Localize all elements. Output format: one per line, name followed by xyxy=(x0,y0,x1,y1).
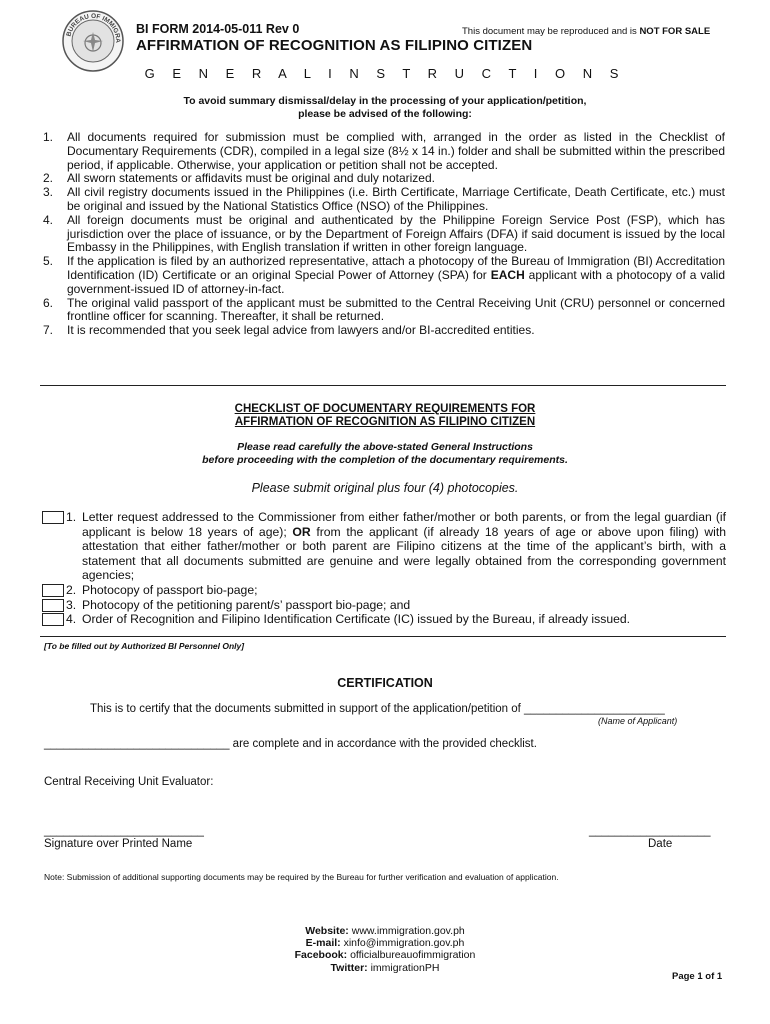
date-label: Date xyxy=(648,838,673,850)
signature-field[interactable]: _________________________ xyxy=(44,825,204,837)
contact-info xyxy=(0,925,770,974)
checklist-item: 3. Photocopy of the petitioning parent/s’ passport bio-page; and xyxy=(42,598,726,613)
email-link[interactable]: xinfo@immigration.gov.ph xyxy=(343,937,465,950)
instruction-item: 2. All sworn statements or affidavits must be original and duly notarized. xyxy=(43,171,435,186)
svg-text:BUREAU OF IMMIGRATION: BUREAU OF IMMIGRA xyxy=(65,12,122,43)
date-field[interactable]: ___________________ xyxy=(589,825,711,837)
requirement-checkbox[interactable] xyxy=(42,511,64,524)
requirement-checkbox[interactable] xyxy=(42,613,64,626)
form-id: BI FORM 2014-05-011 Rev 0 xyxy=(136,22,300,36)
name-of-applicant-label: (Name of Applicant) xyxy=(598,716,678,726)
instruction-item: 4. All foreign documents must be original and authenticated by the Philippine Foreign Service Post (FSP), which has jurisdiction over the place of issuance, or by the Department of Foreign Affairs (DFA) if said document is issued by the local Embassy in the Philippines, with English translation if written in other foreign language. xyxy=(43,212,725,255)
checklist-title: CHECKLIST OF DOCUMENTARY REQUIREMENTS FOR AFFIRMATION OF RECOGNITION AS FILIPINO CITIZEN xyxy=(234,403,536,428)
authorized-personnel-note: [To be filled out by Authorized BI Personnel Only] xyxy=(44,641,245,651)
facebook-link[interactable]: officialbureauofimmigration xyxy=(350,949,476,962)
website-link[interactable]: www.immigration.gov.ph xyxy=(351,925,465,937)
section-divider xyxy=(40,636,726,637)
page-number: Page 1 of 1 xyxy=(672,971,723,982)
instructions-list xyxy=(40,131,725,338)
email-line: E-mail: xinfo@immigration.gov.ph xyxy=(305,937,465,950)
photocopies-note: Please submit original plus four (4) photocopies. xyxy=(251,481,519,495)
instruction-item: 7. It is recommended that you seek legal advice from lawyers and/or BI-accredited entities. xyxy=(43,323,535,338)
twitter-link[interactable]: immigrationPH xyxy=(370,961,440,974)
requirement-checkbox[interactable] xyxy=(42,599,64,612)
certification-title: CERTIFICATION xyxy=(337,676,433,690)
additional-documents-note: Note: Submission of additional supporting documents may be required by the Bureau for further verification and evaluation of application. xyxy=(44,872,559,882)
facebook-line: Facebook: officialbureauofimmigration xyxy=(294,949,476,962)
section-divider xyxy=(40,385,726,386)
general-instructions-heading: G E N E R A L I N S T R U C T I O N S xyxy=(144,66,626,81)
instruction-item: 5. If the application is filed by an authorized representative, attach a photocopy of the Bureau of Immigration (BI) Accreditation Identification (ID) Certificate or an original Special Power of Attorney (SPA) for EACH applicant with a photocopy of a valid government-issued ID of attorney-in-fact. xyxy=(43,254,726,296)
instruction-item: 3. All civil registry documents issued in the Philippines (i.e. Birth Certificate, Marriage Certificate, Death Certificate, etc.) must be original and issued by the National Statistics Office (NSO) of the Philippines. xyxy=(43,185,725,213)
checklist-note: Please read carefully the above-stated General Instructions before proceeding with the completion of the documentary requirements. xyxy=(202,441,568,466)
checklist-item: 4. Order of Recognition and Filipino Identification Certificate (IC) issued by the Bureau, if already issued. xyxy=(42,612,726,627)
not-for-sale-notice: This document may be reproduced and is NOT FOR SALE xyxy=(462,26,711,37)
instruction-item: 6. The original valid passport of the applicant must be submitted to the Central Receiving Unit (CRU) personnel or concerned frontline officer for scanning. Thereafter, it shall be returned. xyxy=(43,295,725,324)
website-line: Website: www.immigration.gov.ph xyxy=(305,925,465,937)
checklist-item: 2. Photocopy of passport bio-page; xyxy=(42,583,726,598)
instructions-intro: To avoid summary dismissal/delay in the processing of your application/petition, please be advised of the following: xyxy=(183,95,587,120)
requirements-checklist xyxy=(42,510,726,627)
evaluator-label: Central Receiving Unit Evaluator: xyxy=(44,776,214,788)
signature-label: Signature over Printed Name xyxy=(44,838,193,850)
bureau-seal-logo xyxy=(62,10,124,72)
form-title: AFFIRMATION OF RECOGNITION AS FILIPINO CITIZEN xyxy=(136,37,533,54)
instruction-item: 1. All documents required for submission must be complied with, arranged in the order as listed in the Checklist of Documentary Requirements (CDR), compiled in a legal size (8½ x 14 in.) folder and shall be submitted within the prescribed period, if applicable. Otherwise, your application or petition shall not be accepted. xyxy=(43,130,725,172)
twitter-line: Twitter: immigrationPH xyxy=(330,961,440,974)
applicant-name-field[interactable]: This is to certify that the documents submitted in support of the application/petition of ______________________ xyxy=(90,703,665,715)
requirement-checkbox[interactable] xyxy=(42,584,64,597)
checklist-item: 1. Letter request addressed to the Commissioner from either father/mother or both parents, or from the legal guardian (if applicant is below 18 years of age); OR from the applicant (if already 18 years of age or above upon filing) with attestation that either father/mother or both parent are Filipino citizens at the time of the applicant’s birth, with a statement that all documents submitted are genuine and were legally obtained from the corresponding government agencies; xyxy=(42,510,726,583)
certification-statement[interactable]: _____________________________ are complete and in accordance with the provided checklist. xyxy=(44,738,537,750)
